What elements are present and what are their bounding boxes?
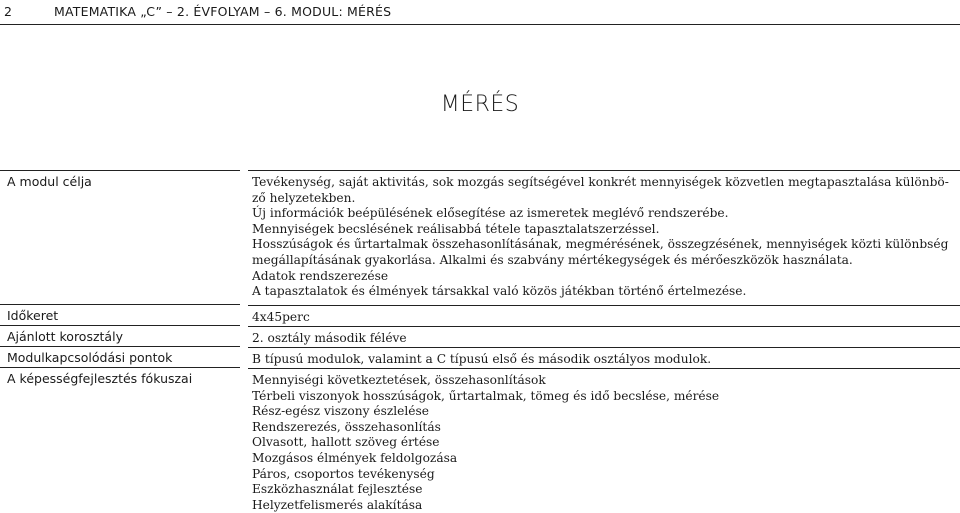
focus-text bbox=[248, 369, 960, 513]
label-links-cell bbox=[0, 346, 240, 367]
label-focus-cell bbox=[0, 367, 240, 397]
goal-line: Új információk beépülésének elősegítése az ismeretek meglévő rendszerébe. bbox=[252, 206, 729, 221]
focus-line: Rész-egész viszony észlelése bbox=[252, 404, 429, 419]
links-value: B típusú modulok, valamint a C típusú első és második osztályos modulok. bbox=[252, 352, 712, 366]
running-header bbox=[0, 0, 960, 25]
label-goal: A modul célja bbox=[7, 174, 92, 189]
label-time-cell bbox=[0, 304, 240, 325]
age-cell bbox=[248, 326, 960, 347]
focus-line: Mennyiségi következtetések, összehasonlítások bbox=[252, 373, 546, 387]
goal-line: Tevékenység, saját aktivitás, sok mozgás segítségével konkrét mennyiségek közvetlen megtapasztalása különbö- bbox=[252, 175, 949, 189]
focus-line: Helyzetfelismerés alakítása bbox=[252, 497, 423, 512]
label-age: Ajánlott korosztály bbox=[7, 329, 123, 344]
page-title: MÉRÉS bbox=[440, 92, 520, 117]
time-cell bbox=[248, 305, 960, 326]
label-links: Modulkapcsolódási pontok bbox=[7, 350, 173, 365]
goal-cell bbox=[248, 170, 960, 305]
goal-line: A tapasztalatok és élmények társakkal való közös játékban történő értelmezése. bbox=[252, 284, 747, 299]
goal-line: Adatok rendszerezése bbox=[252, 268, 389, 283]
running-title: MATEMATIKA „C” – 2. ÉVFOLYAM – 6. MODUL: MÉRÉS bbox=[54, 4, 392, 19]
links-cell bbox=[248, 347, 960, 368]
goal-line: Hosszúságok és űrtartalmak összehasonlításának, megmérésének, összegzésének, mennyiségek közti különbség bbox=[252, 237, 949, 252]
focus-line: Páros, csoportos tevékenység bbox=[252, 466, 435, 481]
time-value: 4x45perc bbox=[252, 310, 310, 324]
focus-cell bbox=[248, 368, 960, 512]
focus-line: Térbeli viszonyok hosszúságok, űrtartalmak, tömeg és idő becslése, mérése bbox=[252, 388, 720, 403]
page-number: 2 bbox=[4, 4, 13, 19]
goal-line: Mennyiségek becslésének reálisabbá tétele tapasztalatszerzéssel. bbox=[252, 221, 660, 236]
label-focus: A képességfejlesztés fókuszai bbox=[7, 371, 193, 386]
age-value: 2. osztály második féléve bbox=[252, 331, 407, 345]
label-goal-cell bbox=[0, 170, 240, 304]
label-age-cell bbox=[0, 325, 240, 346]
label-time: Időkeret bbox=[7, 308, 59, 323]
goal-text bbox=[248, 171, 960, 300]
focus-line: Eszközhasználat fejlesztése bbox=[252, 482, 423, 497]
focus-line: Mozgásos élmények feldolgozása bbox=[252, 450, 458, 465]
goal-line: megállapításának gyakorlása. Alkalmi és szabvány mértékegységek és mérőeszközök használata. bbox=[252, 252, 853, 267]
goal-line: ző helyzetekben. bbox=[252, 190, 356, 205]
focus-line: Rendszerezés, összehasonlítás bbox=[252, 419, 441, 434]
focus-line: Olvasott, hallott szöveg értése bbox=[252, 435, 440, 450]
